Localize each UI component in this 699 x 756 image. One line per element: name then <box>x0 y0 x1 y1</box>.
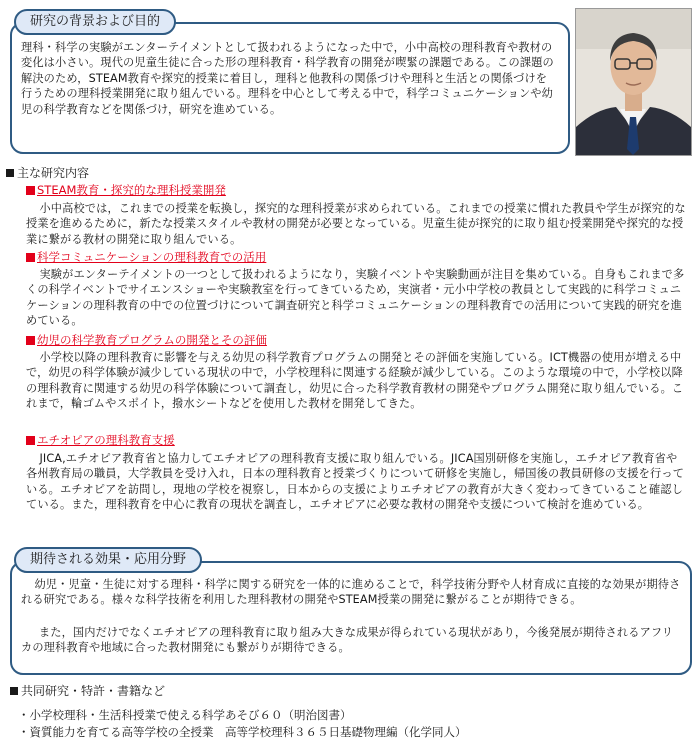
research-item-body: 小中高校では，これまでの授業を転換し，探究的な理科授業が求められている。これまでの授業に慣れた教員や学生が探究的な授業を進めるために，新たな授業スタイルや教材の開発が必要となっている。児童生徒が探究的に取り組む授業開発や探究的な授業に繋がる教材の開発に取り組んでいる。 <box>26 202 686 246</box>
research-item-body: 小学校以降の理科教育に影響を与える幼児の科学教育プログラムの開発とその評価を実施している。ICT機器の使用が増える中で，幼児の科学体験が減少している現状の中で，小学校理科に関連する経験が減少している。このような環境の中で，小学校以降の理科教育に関連する幼児の科学体験について調査し，幼児に合った科学教育教材の開発やプログラム開発に取り組んでいる。これまで，輪ゴムやスポイト，撥水シートなどを使用した教材を開発してきた。 <box>26 351 684 411</box>
research-item-title: 幼児の科学教育プログラムの開発とその評価 <box>26 333 267 348</box>
joint-list <box>18 707 467 741</box>
square-bullet-icon <box>6 169 14 177</box>
list-item: ・ 小学校理科・生活科授業で使える科学あそび６０（明治図書） <box>18 707 467 724</box>
red-square-icon <box>26 436 35 445</box>
research-item-title: 科学コミュニケーションの理科教育での活用 <box>26 250 266 265</box>
joint-heading: 共同研究・特許・書籍など <box>10 683 165 699</box>
person-photo-icon <box>575 8 692 156</box>
effects-box <box>10 561 692 675</box>
main-research-heading: 主な研究内容 <box>6 165 89 181</box>
square-bullet-icon <box>10 687 18 695</box>
background-title: 研究の背景および目的 <box>14 9 176 35</box>
research-item-title: エチオピアの理科教育支援 <box>26 433 175 448</box>
red-square-icon <box>26 253 35 262</box>
research-item-title: STEAM教育・探究的な理科授業開発 <box>26 183 226 198</box>
research-item-body: JICA,エチオピア教育省と協力してエチオピアの理科教育支援に取り組んでいる。JICA国別研修を実施し，エチオピア教育省や各州教育局の職員，大学教員を受け入れ，日本の理科教育と授業づくりについて研修を実施し，帰国後の教員研修の支援を行っている。エチオピアを訪問し，現地の学校を視察し，日本からの支援によりエチオピアの教育が大きく変わってきていること確認している。また，理科教育を中心に教育の現状を調査し，エチオピアに必要な教材の開発や支援について検討を進めている。 <box>26 452 685 512</box>
effects-paragraph: 幼児・児童・生徒に対する理科・科学に関する研究を一体的に進めることで，科学技術分野や人材育成に直接的な効果が期待される研究である。様々な科学技術を利用した理科教材の開発やSTEAM授業の開発に繋がることが期待できる。 <box>21 578 681 607</box>
background-box <box>10 22 570 154</box>
effects-title: 期待される効果・応用分野 <box>14 547 202 573</box>
research-item-body: 実験がエンターテイメントの一つとして扱われるようになり，実験イベントや実験動画が注目を集めている。自身もこれまで多くの科学イベントでサイエンスショーや実験教室を行ってきているため，実演者・元小中学校の教員として実践的に科学コミュニケーションの理科教育の中での位置づけについて調査研究と科学コミュニケーションの理科教育での活用について実践的研究を進めている。 <box>26 268 685 328</box>
red-square-icon <box>26 336 35 345</box>
effects-paragraph: また，国内だけでなくエチオピアの理科教育に取り組み大きな成果が得られている現状があり，今後発展が期待されるアフリカの理科教育や地域に合った教材開発にも繋がりが期待できる。 <box>21 626 674 655</box>
list-item: ・ 資質能力を育てる高等学校の全授業 高等学校理科３６５日基礎物理編（化学同人） <box>18 724 467 741</box>
red-square-icon <box>26 186 35 195</box>
background-text: 理科・科学の実験がエンターテイメントとして扱われるようになった中で，小中高校の理科教育や教材の変化は小さい。現代の児童生徒に合った形の理科教育・科学教育の開発が喫緊の課題である。この課題の解決のため，STEAM教育や探究的授業に着目し，理科と他教科の関係づけや理科と生活との関係づけを行うための理科授業開発に取り組んでいる。理科を中心として考える中で，科学コミュニケーションや幼児の科学教育などを関係づけ，研究を進めている。 <box>21 41 554 116</box>
